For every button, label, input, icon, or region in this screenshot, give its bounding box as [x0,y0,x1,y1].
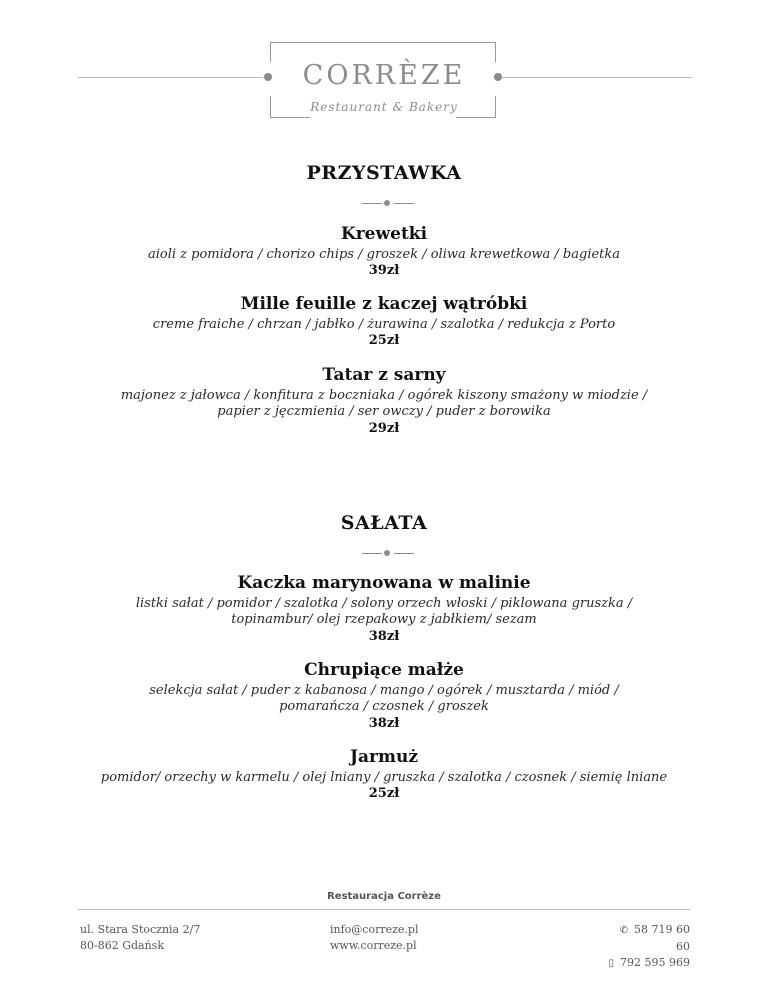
dish-name: Krewetki [340,224,428,244]
email-link[interactable]: info@correze.pl [330,923,419,936]
logo-subtitle: Restaurant & Bakery [310,100,458,114]
footer-phones [608,922,690,972]
section-title: SAŁATA [340,512,428,534]
logo-name: CORRÈZE [302,60,466,91]
footer-contact [330,922,418,954]
dish-price: 38zł [368,716,400,731]
phone-icon: ✆ [619,925,629,936]
dish-price: 38zł [368,629,400,644]
dish-name: Tatar z sarny [322,365,446,385]
section-title: PRZYSTAWKA [306,162,462,184]
section-divider [362,199,414,207]
dish-description: majonez z jałowca / konfitura z boczniaka / ogórek kiszony smażony w miodzie / papier z jęczmienia / ser owczy / puder z borowika [120,388,648,419]
dish-description: listki sałat / pomidor / szalotka / solony orzech włoski / piklowana gruszka / topinambur/ olej rzepakowy z jabłkiem/ sezam [135,596,633,627]
section-divider [362,549,414,557]
dish-description: selekcja sałat / puder z kabanosa / mango / ogórek / musztarda / miód / pomarańcza / czosnek / groszek [149,683,619,714]
website-link[interactable]: www.correze.pl [330,939,417,952]
footer-rule [78,909,690,910]
dish-name: Jarmuż [349,747,419,767]
dish-name: Chrupiące małże [304,660,464,680]
mobile-icon: ▯ [608,958,615,969]
phone-line[interactable]: ✆ 58 719 60 60 [619,923,690,953]
dish-price: 39zł [368,263,400,278]
mobile-line[interactable]: ▯ 792 595 969 [608,955,690,972]
dish-name: Mille feuille z kaczej wątróbki [240,294,528,314]
footer-address: ul. Stara Stocznia 2/7 80-862 Gdańsk [80,923,201,952]
dish-price: 25zł [368,786,400,801]
dish-description: pomidor/ orzechy w karmelu / olej lniany / gruszka / szalotka / czosnek / siemię lniane [100,770,668,785]
footer-title: Restauracja Corrèze [327,891,441,902]
dish-description: creme fraiche / chrzan / jabłko / żurawina / szalotka / redukcja z Porto [152,317,616,332]
dish-name: Kaczka marynowana w malinie [237,573,531,593]
dish-price: 25zł [368,333,400,348]
dish-price: 29zł [368,421,400,436]
dish-description: aioli z pomidora / chorizo chips / groszek / oliwa krewetkowa / bagietka [147,247,621,262]
